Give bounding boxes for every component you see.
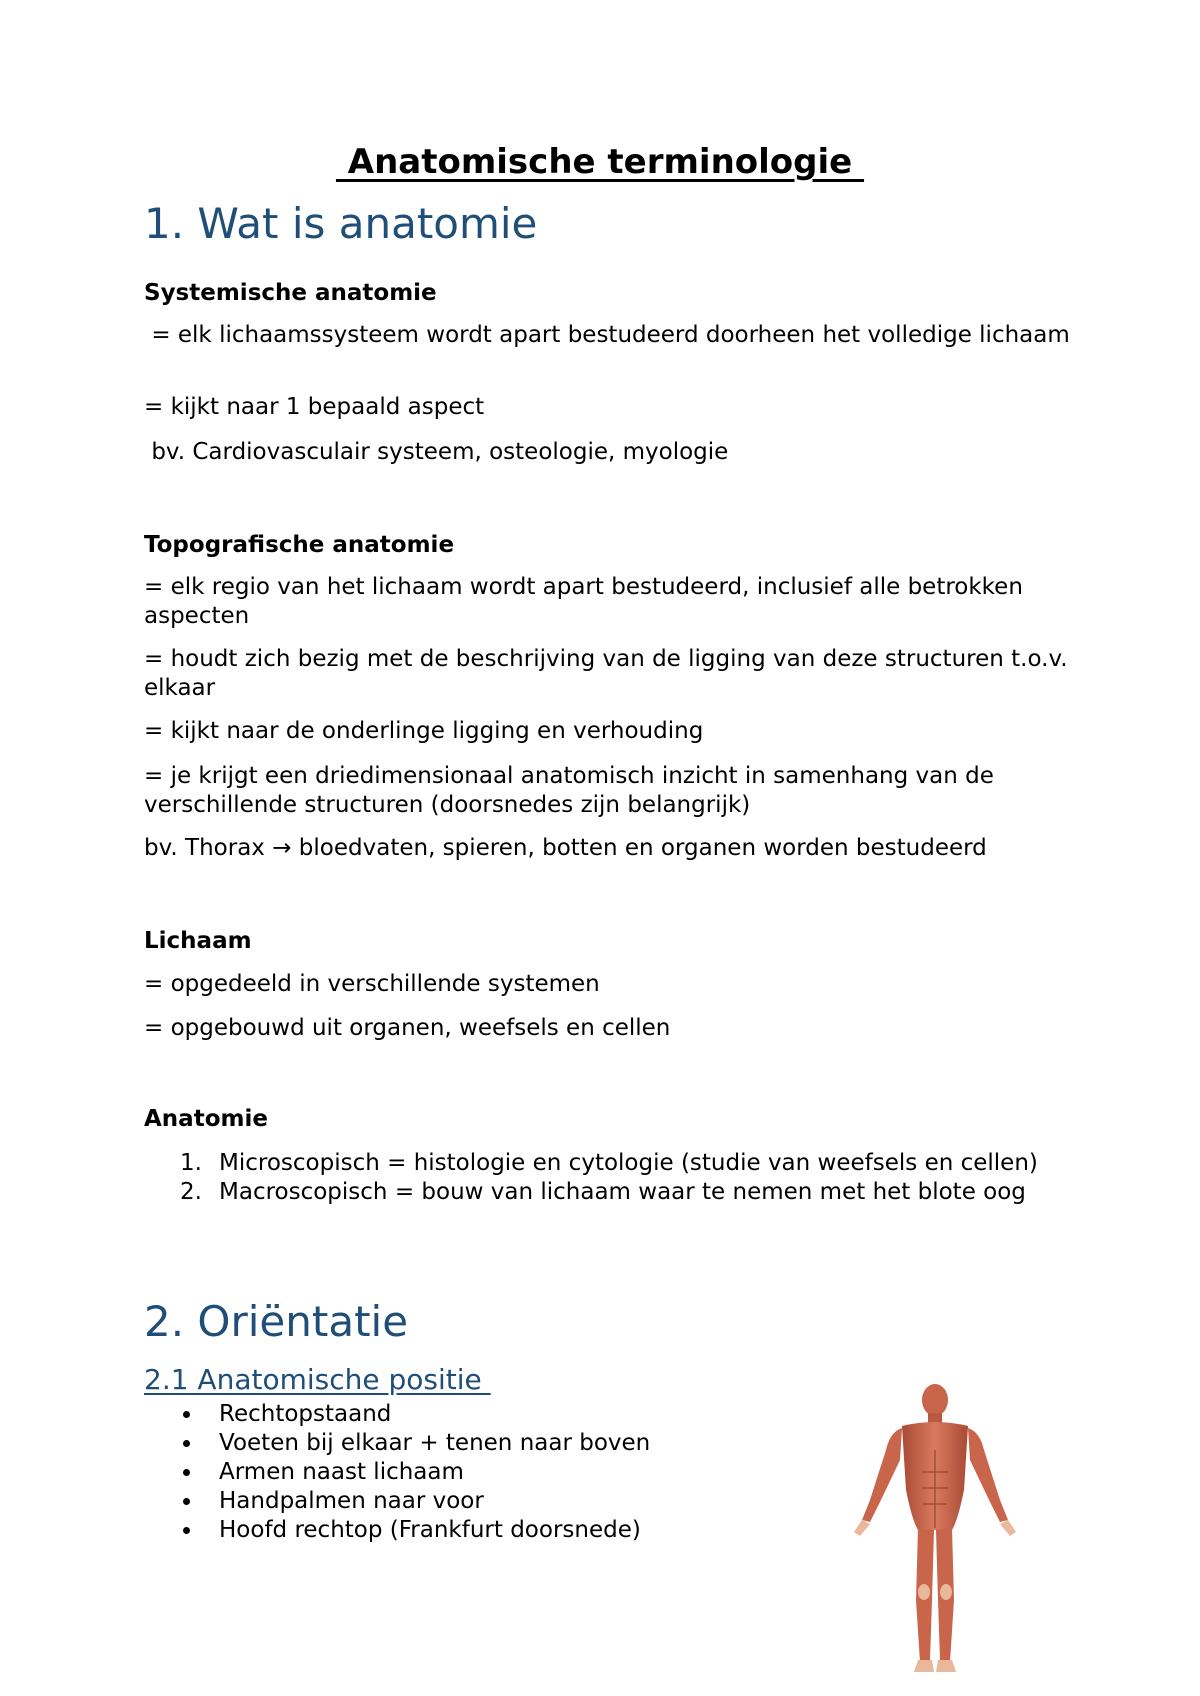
anatomie-list [144,1150,1074,1208]
list-item: 1. Microscopisch = histologie en cytologie (studie van weefsels en cellen) [180,1150,1038,1176]
section-2-heading: 2. Oriëntatie [144,1297,409,1346]
systemische-line-2: = kijkt naar 1 bepaald aspect [144,394,485,420]
bullet-icon [183,1411,190,1418]
human-muscle-anatomy-figure [840,1380,1030,1680]
figure-right-knee [940,1584,952,1600]
list-item: Voeten bij elkaar + tenen naar boven [144,1429,944,1458]
bullet-icon [183,1469,190,1476]
systemische-line-3: bv. Cardiovasculair systeem, osteologie, myologie [144,439,729,465]
figure-head [922,1384,948,1416]
document-title: Anatomische terminologie [335,142,865,182]
figure-left-arm [862,1428,902,1522]
section-1-heading: 1. Wat is anatomie [144,199,538,248]
figure-neck [928,1413,942,1423]
topografische-heading: Topografische anatomie [144,532,455,558]
list-number: 1. [180,1150,202,1176]
bullet-icon [183,1527,190,1534]
systemische-line-1: = elk lichaamssysteem wordt apart bestudeerd doorheen het volledige lichaam [144,322,1070,348]
topografische-line-3: = kijkt naar de onderlinge ligging en verhouding [144,718,704,744]
topografische-line-1: = elk regio van het lichaam wordt apart bestudeerd, inclusief alle betrokken aspecten [144,574,1031,629]
lichaam-heading: Lichaam [144,928,252,954]
bullet-icon [183,1440,190,1447]
topografische-line-2: = houdt zich bezig met de beschrijving van de ligging van deze structuren t.o.v. elkaar [144,646,1075,701]
anatomie-heading: Anatomie [144,1106,268,1132]
figure-right-foot [936,1660,956,1672]
list-item: Rechtopstaand [144,1400,944,1429]
figure-left-hand [854,1520,870,1536]
topografische-line-4: = je krijgt een driedimensionaal anatomisch inzicht in samenhang van de verschillende structuren (doorsnedes zijn belangrijk) [144,763,1002,818]
systemische-heading: Systemische anatomie [144,280,437,306]
bullet-icon [183,1498,190,1505]
figure-right-hand [1000,1520,1016,1536]
list-item: Hoofd rechtop (Frankfurt doorsnede) [144,1516,944,1545]
figure-right-arm [968,1428,1008,1522]
list-item: Armen naast lichaam [144,1458,944,1487]
list-number: 2. [180,1179,202,1205]
lichaam-line-1: = opgedeeld in verschillende systemen [144,971,600,997]
lichaam-line-2: = opgebouwd uit organen, weefsels en cellen [144,1015,671,1041]
figure-left-foot [914,1660,934,1672]
list-item: Handpalmen naar voor [144,1487,944,1516]
topografische-line-5: bv. Thorax → bloedvaten, spieren, botten en organen worden bestudeerd [144,835,987,861]
figure-left-knee [918,1584,930,1600]
anatomische-positie-list [144,1400,944,1545]
subsection-2-1-heading: 2.1 Anatomische positie [144,1363,491,1396]
list-item: 2. Macroscopisch = bouw van lichaam waar te nemen met het blote oog [180,1179,1026,1205]
